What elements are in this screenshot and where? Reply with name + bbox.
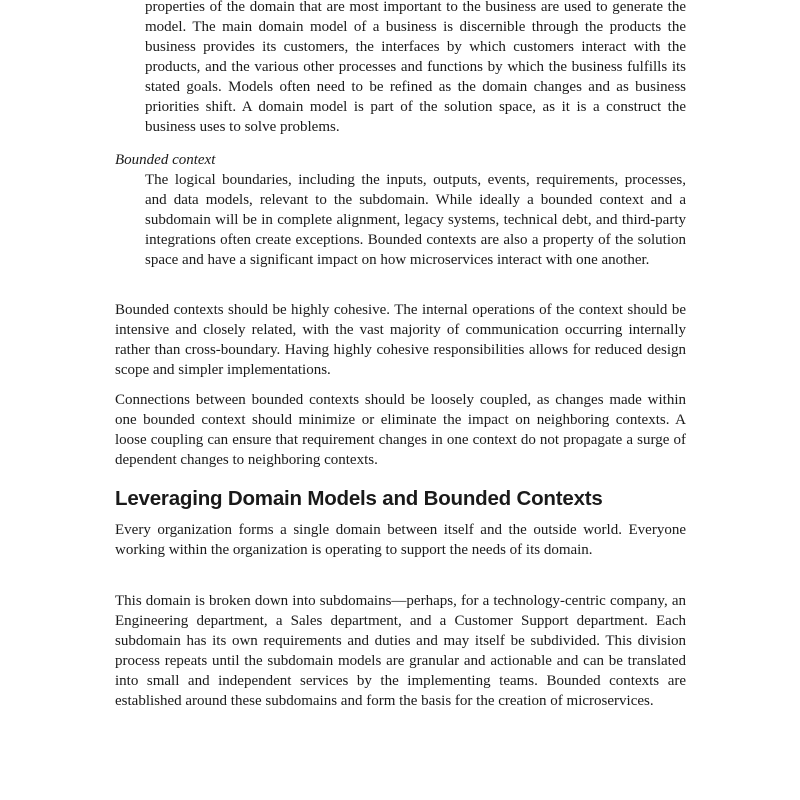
domain-model-definition-text: properties of the domain that are most important to the business are used to generate the model. The main domain model of a business is discernible through the products the business provides its customers, the interfaces by which customers interact with the products, and the various other processes and functions by which the business fulfills its stated goals. Models often need to be refined as the domain changes and as business priorities shift. A domain model is part of the solution space, as it is a construct the business uses to solve problems. xyxy=(145,0,686,135)
subdomain-division-paragraph: This domain is broken down into subdomains—perhaps, for a technology-centric company, an Engineering department, a Sales department, and a Customer Support department. Each subdomain has its own requirements and duties and may itself be subdivided. This division process repeats until the subdomain models are granular and actionable and can be translated into small and independent services by the implementing teams. Bounded contexts are established around these subdomains and form the basis for the creation of microservices. xyxy=(115,593,686,709)
coupling-paragraph: Connections between bounded contexts should be loosely coupled, as changes made within one bounded context should minimize or eliminate the impact on neighboring contexts. A loose coupling can ensure that requirement changes in one context do not propagate a surge of dependent changes to neighboring contexts. xyxy=(115,392,686,468)
cohesion-paragraph: Bounded contexts should be highly cohesive. The internal operations of the context should be intensive and closely related, with the vast majority of communication occurring internally rather than cross-boundary. Having highly cohesive responsibilities allows for reduced design scope and simpler implementations. xyxy=(115,302,686,378)
bounded-context-definition-text: The logical boundaries, including the inputs, outputs, events, requirements, processes, and data models, relevant to the subdomain. While ideally a bounded context and a subdomain will be in complete alignment, legacy systems, technical debt, and third-party integrations often create exceptions. Bounded contexts are also a property of the solution space and have a significant impact on how microservices interact with one another. xyxy=(145,172,686,268)
organization-domain-paragraph: Every organization forms a single domain between itself and the outside world. Everyone working within the organization is operating to support the needs of its domain. xyxy=(115,522,686,558)
bounded-context-term: Bounded context xyxy=(115,152,216,168)
section-heading: Leveraging Domain Models and Bounded Contexts xyxy=(115,487,603,510)
